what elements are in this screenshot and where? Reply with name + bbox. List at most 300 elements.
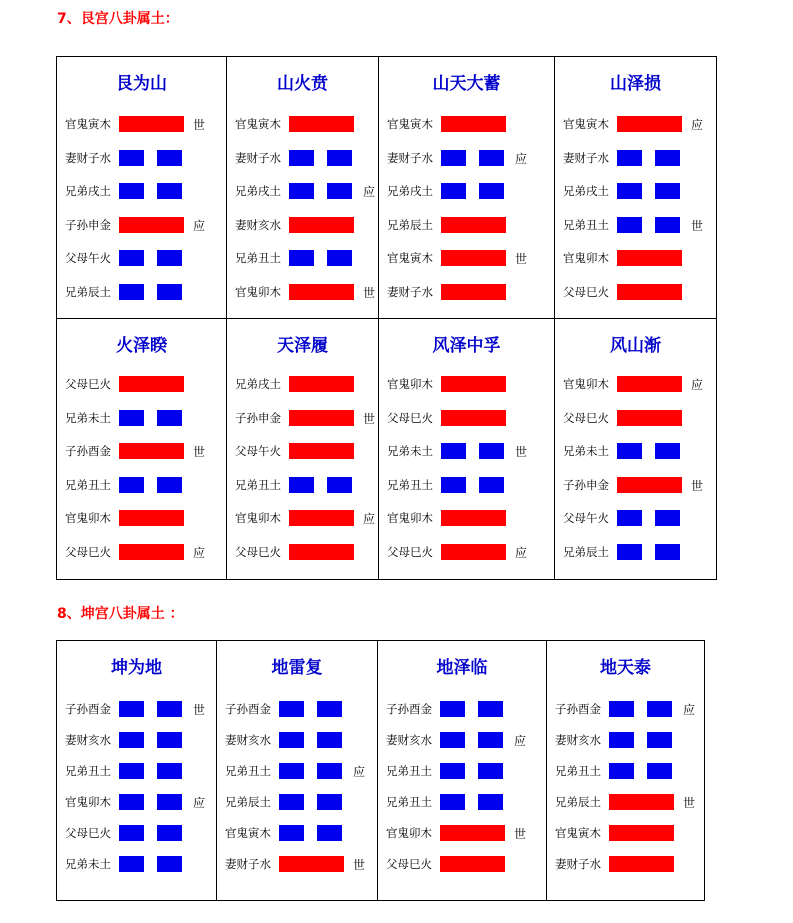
yao-label: 兄弟辰土 bbox=[225, 795, 271, 809]
yao-line bbox=[379, 374, 554, 394]
yin-line-bar-right bbox=[157, 250, 182, 266]
hexagram-title: 地天泰 bbox=[600, 658, 651, 678]
yao-label: 兄弟未土 bbox=[65, 410, 111, 425]
yao-label: 子孙酉金 bbox=[225, 702, 271, 716]
yang-line-bar bbox=[617, 284, 682, 300]
shi-ying-mark: 应 bbox=[515, 151, 528, 166]
yao-line bbox=[547, 792, 704, 812]
yao-line bbox=[547, 699, 704, 719]
yin-line-bar-left bbox=[279, 763, 304, 779]
yao-line bbox=[555, 248, 716, 268]
yao-line bbox=[217, 699, 377, 719]
yao-line bbox=[555, 282, 716, 302]
yang-line-bar bbox=[441, 376, 506, 392]
yao-label: 兄弟未土 bbox=[65, 857, 111, 871]
shi-ying-mark: 世 bbox=[691, 478, 704, 493]
hexagram-table-7 bbox=[56, 56, 717, 580]
yin-line-bar-right bbox=[157, 284, 182, 300]
yang-line-bar bbox=[609, 856, 674, 872]
yin-line-bar-left bbox=[119, 825, 144, 841]
yin-line-bar-right bbox=[478, 701, 503, 717]
yin-line-bar-left bbox=[617, 183, 642, 199]
shi-ying-mark: 世 bbox=[193, 445, 206, 459]
yao-label: 兄弟戌土 bbox=[65, 184, 111, 198]
yao-line bbox=[227, 475, 378, 495]
yang-line-bar bbox=[617, 376, 682, 392]
yao-label: 妻财子水 bbox=[555, 857, 601, 871]
yao-label: 官鬼卯木 bbox=[235, 284, 281, 299]
yang-line-bar bbox=[289, 510, 354, 526]
yin-line-bar-left bbox=[279, 825, 304, 841]
yao-line bbox=[555, 508, 716, 528]
yao-label: 官鬼寅木 bbox=[563, 117, 609, 131]
yao-line bbox=[227, 508, 378, 528]
yao-line bbox=[378, 792, 546, 812]
yao-label: 兄弟未土 bbox=[563, 444, 609, 458]
yao-label: 妻财子水 bbox=[387, 150, 433, 165]
yao-line bbox=[227, 215, 378, 235]
yao-line bbox=[57, 508, 226, 528]
yang-line-bar bbox=[279, 856, 344, 872]
yao-line bbox=[57, 408, 226, 428]
yin-line-bar-right bbox=[655, 443, 680, 459]
yao-line bbox=[227, 441, 378, 461]
yang-line-bar bbox=[617, 250, 682, 266]
shi-ying-mark: 世 bbox=[515, 252, 528, 266]
shi-ying-mark: 应 bbox=[363, 185, 376, 199]
yin-line-bar-left bbox=[617, 443, 642, 459]
yin-line-bar-right bbox=[478, 732, 503, 748]
hexagram-cell bbox=[379, 57, 554, 318]
hexagram-cell bbox=[378, 641, 546, 900]
yang-line-bar bbox=[119, 376, 184, 392]
yao-line bbox=[379, 542, 554, 562]
yao-label: 子孙申金 bbox=[235, 410, 281, 425]
hexagram-cell bbox=[227, 319, 378, 579]
yao-label: 兄弟丑土 bbox=[387, 477, 433, 492]
yao-line bbox=[227, 374, 378, 394]
yin-line-bar-left bbox=[119, 284, 144, 300]
yin-line-bar-left bbox=[279, 732, 304, 748]
shi-ying-mark: 世 bbox=[514, 827, 527, 841]
yao-label: 妻财亥水 bbox=[65, 733, 111, 747]
yin-line-bar-right bbox=[655, 150, 680, 166]
yao-line bbox=[555, 408, 716, 428]
yin-line-bar-right bbox=[327, 250, 352, 266]
yao-line bbox=[57, 542, 226, 562]
yao-label: 子孙申金 bbox=[65, 217, 111, 232]
yang-line-bar bbox=[289, 376, 354, 392]
yin-line-bar-right bbox=[655, 510, 680, 526]
yao-label: 妻财子水 bbox=[563, 150, 609, 165]
yin-line-bar-right bbox=[479, 183, 504, 199]
yin-line-bar-left bbox=[289, 150, 314, 166]
yao-label: 父母巳火 bbox=[387, 410, 433, 425]
yin-line-bar-right bbox=[479, 477, 504, 493]
yang-line-bar bbox=[289, 410, 354, 426]
yao-label: 子孙酉金 bbox=[386, 702, 432, 716]
yao-line bbox=[555, 215, 716, 235]
yao-line bbox=[57, 248, 226, 268]
yin-line-bar-left bbox=[441, 150, 466, 166]
yang-line-bar bbox=[289, 284, 354, 300]
yao-line bbox=[57, 823, 216, 843]
yao-label: 兄弟丑土 bbox=[386, 795, 432, 809]
yao-label: 妻财亥水 bbox=[386, 733, 432, 747]
yao-label: 官鬼卯木 bbox=[65, 511, 111, 525]
yin-line-bar-left bbox=[617, 217, 642, 233]
yao-line bbox=[57, 761, 216, 781]
yao-label: 官鬼卯木 bbox=[386, 826, 432, 840]
yin-line-bar-left bbox=[119, 410, 144, 426]
hexagram-title: 艮为山 bbox=[116, 74, 167, 94]
shi-ying-mark: 世 bbox=[193, 118, 206, 132]
yao-line bbox=[555, 475, 716, 495]
yin-line-bar-left bbox=[119, 477, 144, 493]
yao-line bbox=[57, 114, 226, 134]
yao-line bbox=[57, 854, 216, 874]
yin-line-bar-left bbox=[289, 183, 314, 199]
shi-ying-mark: 世 bbox=[363, 285, 376, 300]
yin-line-bar-right bbox=[317, 825, 342, 841]
yao-line bbox=[555, 374, 716, 394]
yao-label: 子孙酉金 bbox=[555, 702, 601, 716]
yao-line bbox=[57, 730, 216, 750]
yin-line-bar-right bbox=[157, 183, 182, 199]
yao-line bbox=[57, 792, 216, 812]
yao-label: 父母巳火 bbox=[563, 284, 609, 299]
yao-label: 兄弟辰土 bbox=[563, 544, 609, 559]
yao-label: 父母巳火 bbox=[235, 544, 281, 559]
yin-line-bar-left bbox=[617, 510, 642, 526]
yao-label: 兄弟未土 bbox=[387, 444, 433, 458]
yin-line-bar-left bbox=[119, 763, 144, 779]
yin-line-bar-right bbox=[157, 150, 182, 166]
hexagram-cell bbox=[379, 319, 554, 579]
section-heading-8: 8、坤宫八卦属土 ： bbox=[57, 606, 184, 622]
yao-line bbox=[57, 699, 216, 719]
yang-line-bar bbox=[440, 856, 505, 872]
yin-line-bar-left bbox=[441, 443, 466, 459]
yao-label: 兄弟丑土 bbox=[225, 764, 271, 778]
yin-line-bar-left bbox=[289, 250, 314, 266]
yao-line bbox=[227, 282, 378, 302]
shi-ying-mark: 世 bbox=[193, 703, 206, 717]
hexagram-table-8 bbox=[56, 640, 705, 901]
yin-line-bar-right bbox=[479, 443, 504, 459]
yang-line-bar bbox=[289, 443, 354, 459]
section-heading-7: 7、艮宫八卦属土： bbox=[57, 11, 179, 27]
yao-line bbox=[57, 374, 226, 394]
yao-label: 官鬼卯木 bbox=[387, 511, 433, 525]
yin-line-bar-left bbox=[609, 701, 634, 717]
yao-line bbox=[379, 114, 554, 134]
yao-label: 官鬼寅木 bbox=[387, 251, 433, 265]
yao-line bbox=[227, 542, 378, 562]
yin-line-bar-right bbox=[317, 794, 342, 810]
yin-line-bar-right bbox=[157, 701, 182, 717]
yao-label: 官鬼寅木 bbox=[235, 117, 281, 131]
shi-ying-mark: 应 bbox=[193, 796, 206, 810]
yao-label: 妻财子水 bbox=[225, 857, 271, 871]
shi-ying-mark: 应 bbox=[515, 545, 528, 560]
hexagram-cell bbox=[57, 57, 226, 318]
yin-line-bar-right bbox=[317, 732, 342, 748]
yin-line-bar-left bbox=[440, 763, 465, 779]
shi-ying-mark: 世 bbox=[353, 858, 366, 872]
yao-label: 兄弟辰土 bbox=[555, 795, 601, 809]
yao-line bbox=[379, 475, 554, 495]
yin-line-bar-right bbox=[647, 732, 672, 748]
shi-ying-mark: 应 bbox=[193, 218, 206, 233]
yin-line-bar-right bbox=[157, 732, 182, 748]
yin-line-bar-right bbox=[655, 544, 680, 560]
hexagram-cell bbox=[57, 319, 226, 579]
yang-line-bar bbox=[440, 825, 505, 841]
yao-line bbox=[555, 114, 716, 134]
yang-line-bar bbox=[119, 510, 184, 526]
yin-line-bar-left bbox=[440, 794, 465, 810]
yin-line-bar-left bbox=[441, 477, 466, 493]
yao-line bbox=[57, 282, 226, 302]
yang-line-bar bbox=[441, 510, 506, 526]
hexagram-title: 坤为地 bbox=[111, 658, 162, 678]
yao-line bbox=[227, 148, 378, 168]
yao-label: 父母巳火 bbox=[65, 377, 111, 391]
yao-label: 父母巳火 bbox=[386, 857, 432, 871]
hexagram-title: 天泽履 bbox=[277, 336, 328, 356]
yang-line-bar bbox=[441, 116, 506, 132]
hexagram-title: 火泽睽 bbox=[116, 336, 167, 356]
yao-line bbox=[57, 475, 226, 495]
yao-label: 兄弟丑土 bbox=[563, 217, 609, 232]
yin-line-bar-left bbox=[119, 701, 144, 717]
yin-line-bar-left bbox=[440, 732, 465, 748]
yin-line-bar-left bbox=[617, 150, 642, 166]
yao-label: 兄弟丑土 bbox=[555, 764, 601, 778]
yao-label: 官鬼寅木 bbox=[65, 117, 111, 131]
yin-line-bar-right bbox=[327, 183, 352, 199]
yin-line-bar-left bbox=[279, 701, 304, 717]
yao-label: 兄弟戌土 bbox=[235, 377, 281, 391]
yang-line-bar bbox=[119, 116, 184, 132]
yang-line-bar bbox=[441, 410, 506, 426]
yin-line-bar-right bbox=[647, 763, 672, 779]
yao-line bbox=[227, 181, 378, 201]
yin-line-bar-right bbox=[478, 763, 503, 779]
yao-label: 兄弟丑土 bbox=[386, 764, 432, 778]
yao-label: 子孙酉金 bbox=[65, 444, 111, 458]
yao-label: 父母巳火 bbox=[65, 544, 111, 559]
yao-line bbox=[547, 761, 704, 781]
yang-line-bar bbox=[289, 116, 354, 132]
yao-line bbox=[217, 854, 377, 874]
yao-label: 父母午火 bbox=[65, 251, 111, 265]
yao-line bbox=[379, 508, 554, 528]
yao-label: 兄弟辰土 bbox=[387, 217, 433, 232]
hexagram-title: 山天大蓄 bbox=[432, 74, 501, 94]
yao-label: 官鬼寅木 bbox=[387, 117, 433, 131]
yin-line-bar-left bbox=[441, 183, 466, 199]
yao-label: 兄弟丑土 bbox=[235, 477, 281, 492]
hexagram-title: 山火贲 bbox=[277, 74, 328, 94]
yin-line-bar-right bbox=[478, 794, 503, 810]
yin-line-bar-left bbox=[119, 250, 144, 266]
yao-line bbox=[227, 408, 378, 428]
yao-line bbox=[555, 181, 716, 201]
yin-line-bar-right bbox=[317, 701, 342, 717]
yin-line-bar-right bbox=[157, 410, 182, 426]
yang-line-bar bbox=[441, 544, 506, 560]
yang-line-bar bbox=[609, 825, 674, 841]
yin-line-bar-right bbox=[157, 477, 182, 493]
yin-line-bar-left bbox=[119, 856, 144, 872]
shi-ying-mark: 世 bbox=[515, 445, 528, 459]
yao-line bbox=[379, 148, 554, 168]
yin-line-bar-left bbox=[289, 477, 314, 493]
yao-label: 官鬼卯木 bbox=[563, 377, 609, 391]
yao-label: 兄弟丑土 bbox=[235, 251, 281, 265]
shi-ying-mark: 世 bbox=[691, 218, 704, 233]
yin-line-bar-right bbox=[317, 763, 342, 779]
yang-line-bar bbox=[617, 116, 682, 132]
yin-line-bar-right bbox=[157, 856, 182, 872]
yang-line-bar bbox=[119, 544, 184, 560]
yin-line-bar-left bbox=[609, 763, 634, 779]
yao-line bbox=[555, 542, 716, 562]
shi-ying-mark: 应 bbox=[514, 734, 527, 748]
yao-line bbox=[227, 114, 378, 134]
yao-line bbox=[547, 854, 704, 874]
hexagram-title: 地雷复 bbox=[271, 658, 323, 678]
yao-line bbox=[547, 730, 704, 750]
yao-label: 父母巳火 bbox=[65, 826, 111, 840]
yao-line bbox=[379, 441, 554, 461]
yao-label: 官鬼寅木 bbox=[225, 826, 271, 840]
yang-line-bar bbox=[441, 217, 506, 233]
yin-line-bar-left bbox=[119, 794, 144, 810]
yin-line-bar-right bbox=[655, 183, 680, 199]
hexagram-title: 地泽临 bbox=[436, 658, 488, 678]
yao-line bbox=[378, 761, 546, 781]
hexagram-cell bbox=[555, 57, 716, 318]
hexagram-title: 山泽损 bbox=[610, 74, 661, 94]
yao-line bbox=[379, 215, 554, 235]
hexagram-title: 风泽中孚 bbox=[432, 336, 501, 356]
hexagram-cell bbox=[217, 641, 377, 900]
yin-line-bar-left bbox=[119, 183, 144, 199]
yao-label: 妻财亥水 bbox=[235, 217, 281, 232]
yin-line-bar-left bbox=[119, 732, 144, 748]
yao-line bbox=[217, 792, 377, 812]
yao-label: 妻财子水 bbox=[65, 150, 111, 165]
yang-line-bar bbox=[119, 443, 184, 459]
hexagram-cell bbox=[57, 641, 216, 900]
shi-ying-mark: 应 bbox=[691, 378, 704, 392]
shi-ying-mark: 应 bbox=[691, 118, 704, 132]
yao-label: 官鬼卯木 bbox=[65, 795, 111, 809]
yin-line-bar-right bbox=[655, 217, 680, 233]
hexagram-title: 风山渐 bbox=[610, 336, 661, 356]
yin-line-bar-left bbox=[119, 150, 144, 166]
yao-label: 兄弟丑土 bbox=[65, 764, 111, 778]
yao-line bbox=[379, 181, 554, 201]
yao-line bbox=[217, 730, 377, 750]
hexagram-cell bbox=[547, 641, 704, 900]
yao-line bbox=[379, 248, 554, 268]
yao-line bbox=[378, 699, 546, 719]
yao-line bbox=[217, 823, 377, 843]
yin-line-bar-right bbox=[157, 763, 182, 779]
yao-line bbox=[57, 181, 226, 201]
yao-line bbox=[379, 282, 554, 302]
yao-line bbox=[379, 408, 554, 428]
yao-label: 父母巳火 bbox=[387, 544, 433, 559]
yin-line-bar-right bbox=[327, 150, 352, 166]
yao-label: 兄弟辰土 bbox=[65, 284, 111, 299]
yao-line bbox=[227, 248, 378, 268]
yao-label: 兄弟丑土 bbox=[65, 477, 111, 492]
yao-label: 妻财子水 bbox=[387, 284, 433, 299]
shi-ying-mark: 应 bbox=[353, 765, 366, 779]
yin-line-bar-left bbox=[609, 732, 634, 748]
yao-label: 父母巳火 bbox=[563, 410, 609, 425]
yin-line-bar-left bbox=[440, 701, 465, 717]
yao-label: 官鬼寅木 bbox=[555, 826, 601, 840]
yao-label: 子孙申金 bbox=[563, 477, 609, 492]
yao-line bbox=[217, 761, 377, 781]
yao-label: 父母午火 bbox=[235, 444, 281, 458]
yao-label: 妻财子水 bbox=[235, 150, 281, 165]
yao-label: 兄弟戌土 bbox=[235, 184, 281, 198]
shi-ying-mark: 应 bbox=[683, 703, 696, 717]
yao-label: 兄弟戌土 bbox=[563, 184, 609, 198]
yao-line bbox=[378, 730, 546, 750]
hexagram-cell bbox=[227, 57, 378, 318]
yin-line-bar-left bbox=[279, 794, 304, 810]
yao-label: 妻财亥水 bbox=[555, 733, 601, 747]
yao-line bbox=[57, 215, 226, 235]
yao-line bbox=[57, 148, 226, 168]
yao-label: 兄弟戌土 bbox=[387, 184, 433, 198]
shi-ying-mark: 应 bbox=[193, 545, 206, 560]
yin-line-bar-right bbox=[479, 150, 504, 166]
yang-line-bar bbox=[617, 477, 682, 493]
yao-label: 官鬼卯木 bbox=[563, 251, 609, 265]
yin-line-bar-right bbox=[327, 477, 352, 493]
yin-line-bar-right bbox=[157, 825, 182, 841]
yang-line-bar bbox=[441, 250, 506, 266]
yang-line-bar bbox=[609, 794, 674, 810]
shi-ying-mark: 世 bbox=[363, 411, 376, 426]
yao-line bbox=[57, 441, 226, 461]
shi-ying-mark: 应 bbox=[363, 512, 376, 526]
yao-label: 父母午火 bbox=[563, 511, 609, 525]
shi-ying-mark: 世 bbox=[683, 796, 696, 810]
yin-line-bar-right bbox=[157, 794, 182, 810]
yao-label: 子孙酉金 bbox=[65, 702, 111, 716]
yao-label: 官鬼卯木 bbox=[387, 377, 433, 391]
yao-label: 妻财亥水 bbox=[225, 733, 271, 747]
yao-line bbox=[547, 823, 704, 843]
yang-line-bar bbox=[119, 217, 184, 233]
yang-line-bar bbox=[289, 217, 354, 233]
yang-line-bar bbox=[441, 284, 506, 300]
yao-label: 官鬼卯木 bbox=[235, 511, 281, 525]
yao-line bbox=[555, 148, 716, 168]
yin-line-bar-left bbox=[617, 544, 642, 560]
yang-line-bar bbox=[617, 410, 682, 426]
